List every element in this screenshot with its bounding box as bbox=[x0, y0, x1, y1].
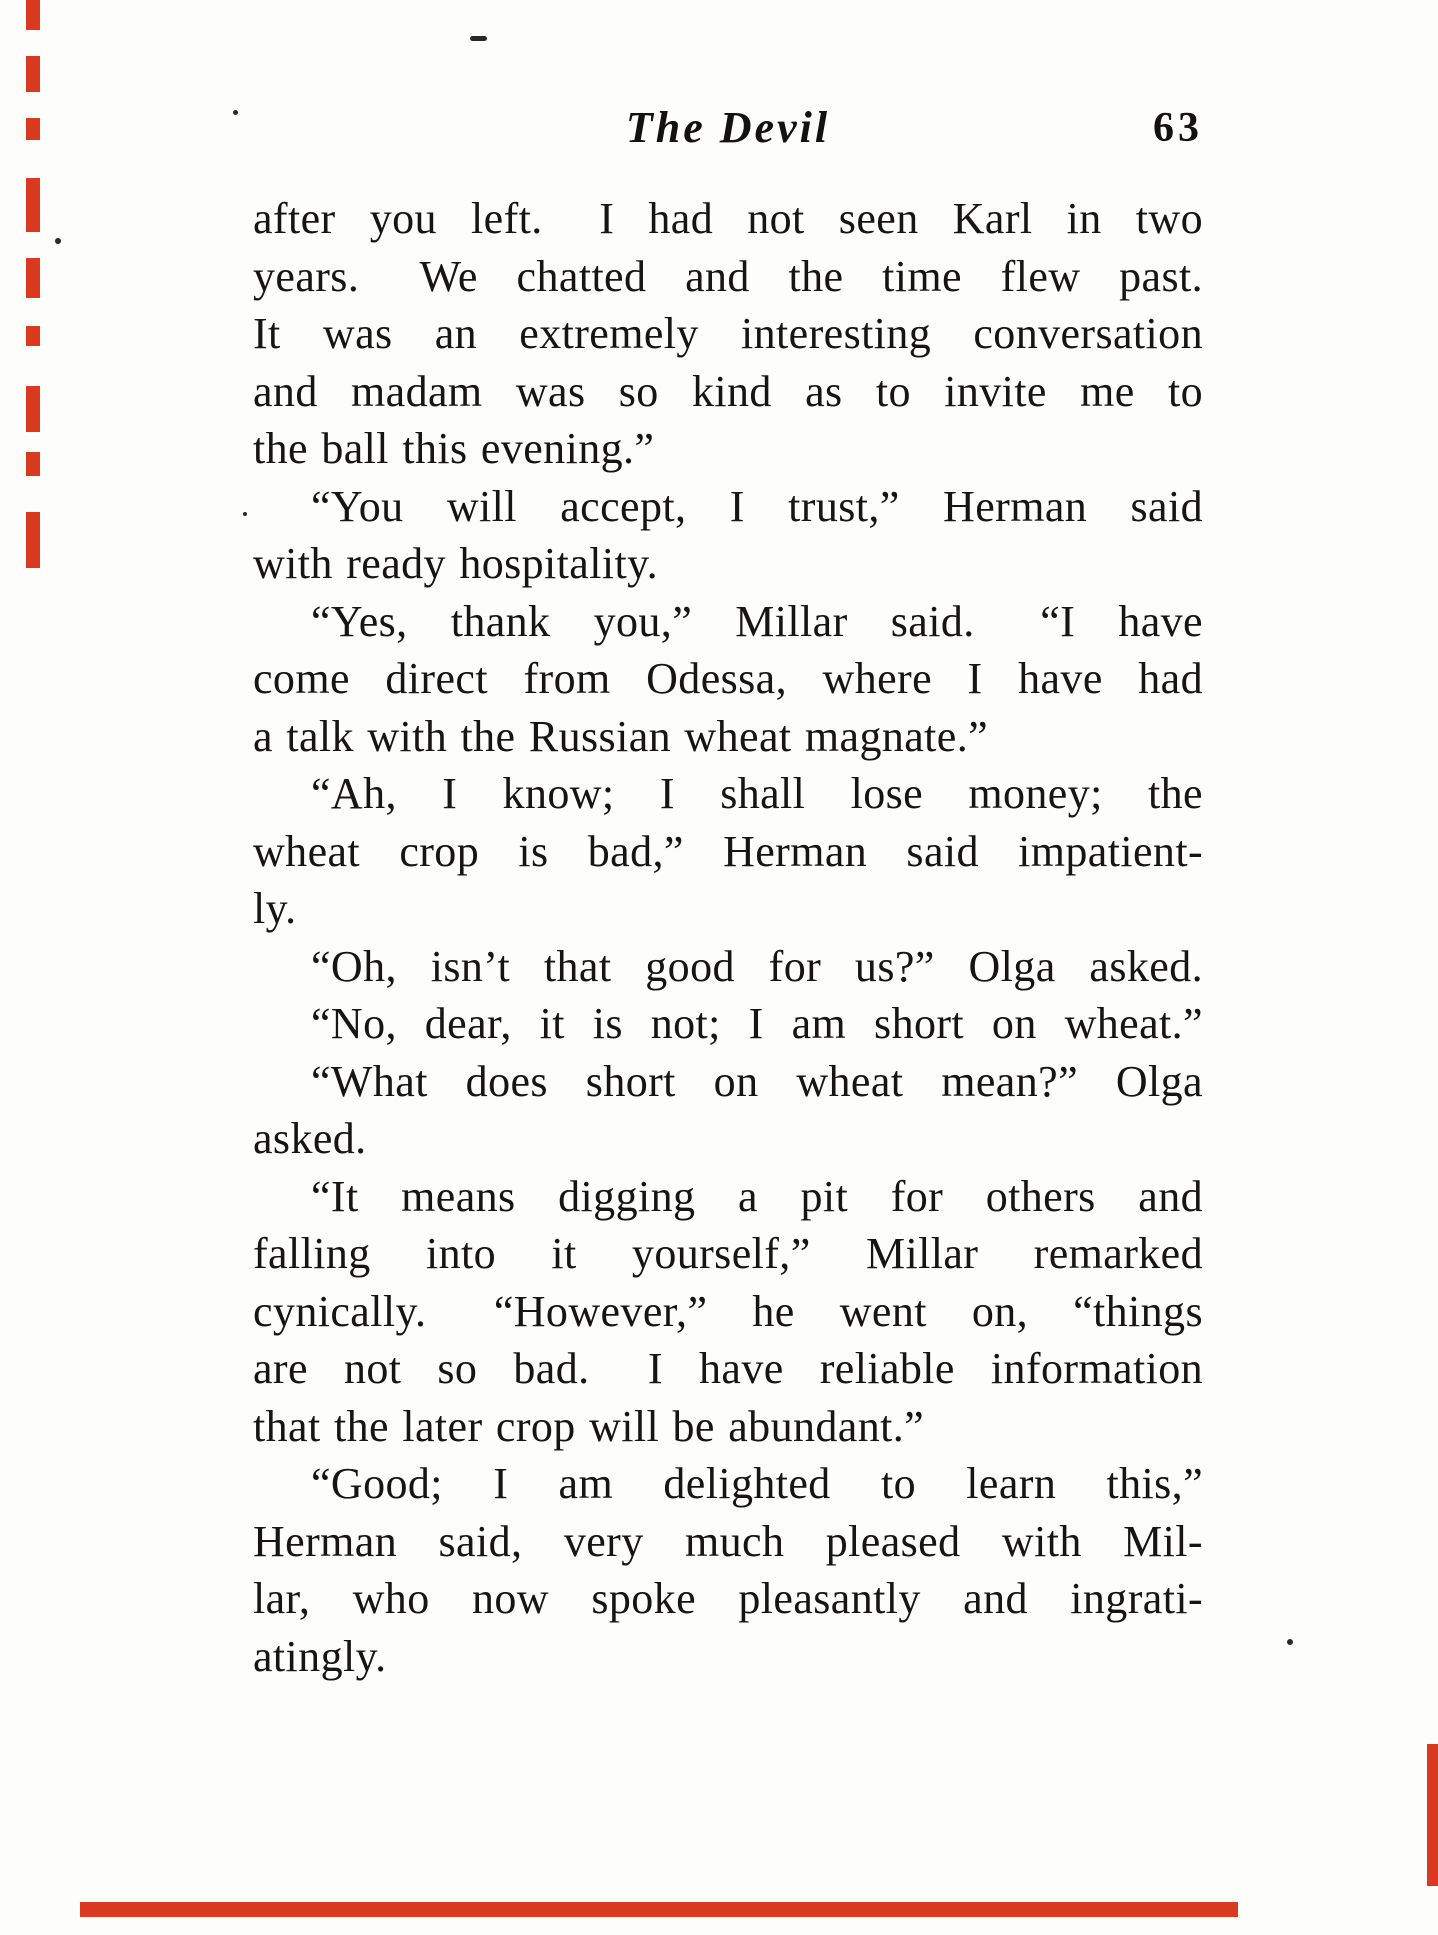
red-scan-mark bbox=[26, 0, 40, 30]
text-line: Herman said, very much pleased with Mil- bbox=[253, 1516, 1203, 1566]
text-line: the ball this evening.” bbox=[253, 424, 655, 473]
ink-speck bbox=[1287, 1639, 1293, 1645]
paragraph bbox=[253, 1053, 1203, 1168]
text-line: that the later crop will be abundant.” bbox=[253, 1401, 925, 1451]
text-line: cynically. “However,” he went on, “things bbox=[253, 1286, 1203, 1336]
text-line: lar, who now spoke pleasantly and ingrati- bbox=[253, 1574, 1203, 1623]
text-line: are not so bad. I have reliable information bbox=[253, 1344, 1203, 1393]
body-text bbox=[253, 190, 1203, 1685]
text-line: “Yes, thank you,” Millar said. “I have bbox=[311, 596, 1203, 646]
text-line: ly. bbox=[253, 884, 297, 933]
paragraph bbox=[253, 1455, 1203, 1685]
red-scan-mark bbox=[26, 326, 40, 346]
red-scan-mark bbox=[26, 178, 40, 232]
text-line: after you left. I had not seen Karl in two bbox=[253, 194, 1203, 243]
paragraph bbox=[253, 995, 1203, 1053]
text-line: a talk with the Russian wheat magnate.” bbox=[253, 711, 989, 761]
text-line: “You will accept, I trust,” Herman said bbox=[311, 481, 1203, 531]
red-scan-mark bbox=[26, 452, 40, 476]
ink-speck bbox=[233, 110, 238, 115]
red-scan-mark bbox=[26, 118, 40, 140]
text-line: and madam was so kind as to invite me to bbox=[253, 366, 1203, 416]
text-line: falling into it yourself,” Millar remarked bbox=[253, 1229, 1203, 1278]
ink-speck bbox=[470, 36, 487, 41]
red-scan-mark bbox=[26, 56, 40, 92]
text-line: “What does short on wheat mean?” Olga bbox=[311, 1056, 1203, 1106]
red-scan-mark bbox=[26, 258, 40, 298]
text-line: “Ah, I know; I shall lose money; the bbox=[311, 769, 1203, 818]
text-line: It was an extremely interesting conversation bbox=[253, 309, 1203, 358]
ink-speck bbox=[55, 238, 61, 244]
paragraph bbox=[253, 938, 1203, 996]
text-line: asked. bbox=[253, 1114, 367, 1163]
text-line: atingly. bbox=[253, 1631, 387, 1681]
text-line: “Good; I am delighted to learn this,” bbox=[311, 1459, 1203, 1508]
text-line: “Oh, isn’t that good for us?” Olga asked. bbox=[311, 941, 1203, 991]
text-line: “It means digging a pit for others and bbox=[311, 1171, 1203, 1221]
ink-speck bbox=[243, 512, 247, 516]
paragraph bbox=[253, 478, 1203, 593]
red-scan-mark bbox=[80, 1902, 1238, 1917]
running-title: The Devil bbox=[625, 103, 831, 152]
text-line: with ready hospitality. bbox=[253, 539, 659, 588]
text-line: years. We chatted and the time flew past. bbox=[253, 251, 1203, 301]
page-header bbox=[253, 97, 1203, 159]
text-line: come direct from Odessa, where I have had bbox=[253, 654, 1203, 703]
text-line: “No, dear, it is not; I am short on wheat.” bbox=[311, 999, 1203, 1048]
paragraph bbox=[253, 190, 1203, 478]
text-line: wheat crop is bad,” Herman said impatient- bbox=[253, 826, 1203, 876]
paragraph bbox=[253, 593, 1203, 766]
page-number: 63 bbox=[1153, 105, 1203, 151]
paragraph bbox=[253, 1168, 1203, 1456]
red-scan-mark bbox=[1427, 1744, 1438, 1886]
red-scan-mark bbox=[26, 512, 40, 568]
paragraph bbox=[253, 765, 1203, 938]
red-scan-mark bbox=[26, 386, 40, 432]
